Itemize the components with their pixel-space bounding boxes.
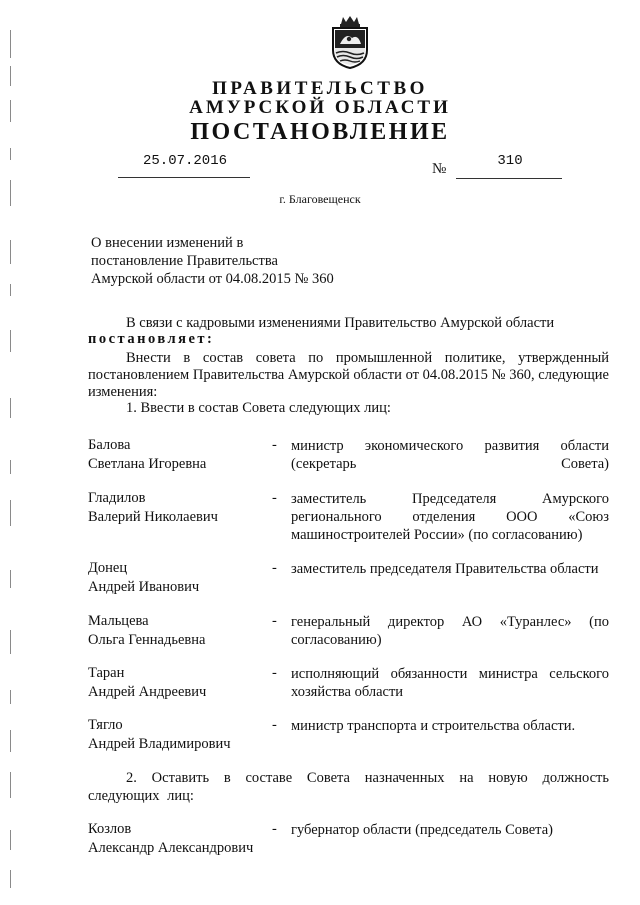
member-role: заместитель председателя Правительства области	[291, 561, 599, 577]
member-surname: Тягло	[88, 717, 123, 733]
member-dash: -	[272, 665, 277, 681]
number-underline	[456, 178, 562, 179]
member-role: министр транспорта и строительства области.	[291, 718, 576, 734]
member-given-names: Валерий Николаевич	[88, 509, 218, 525]
member-name	[88, 436, 258, 474]
member-surname: Донец	[88, 560, 128, 576]
member-role: заместитель Председателя Амурского регионального отделения ООО «Союз машиностроителей России» (по согласованию)	[291, 491, 609, 543]
member-given-names: Александр Александрович	[88, 840, 254, 856]
member-role: исполняющий обязанности министра сельского хозяйства области	[291, 666, 609, 700]
city-name: г. Благовещенск	[279, 192, 361, 206]
date-underline	[118, 177, 250, 178]
member-name	[88, 820, 258, 858]
member-given-names: Андрей Владимирович	[88, 736, 231, 752]
org-name-line2: АМУРСКОЙ ОБЛАСТИ	[189, 97, 451, 118]
subject-line: Амурской области от 04.08.2015 № 360	[91, 271, 334, 287]
scan-margin-marks	[10, 30, 16, 890]
document-number: 310	[497, 153, 523, 169]
member-surname: Таран	[88, 665, 125, 681]
member-given-names: Светлана Игоревна	[88, 456, 207, 472]
member-dash: -	[272, 613, 277, 629]
member-dash: -	[272, 490, 277, 506]
member-surname: Мальцева	[88, 613, 149, 629]
document-type-title: ПОСТАНОВЛЕНИЕ	[190, 119, 450, 145]
resolves-keyword: постановляет:	[88, 331, 215, 347]
changes-intro-paragraph: Внести в состав совета по промышленной политике, утвержденный постановлением Правительства Амурской области от 04.08.2015 № 360, следующие изменения:	[88, 350, 609, 400]
member-name	[88, 716, 258, 754]
member-name	[88, 559, 258, 597]
member-role: губернатор области (председатель Совета)	[291, 822, 553, 838]
member-role: министр экономического развития области (секретарь Совета)	[291, 438, 609, 472]
item-2-heading: 2. Оставить в составе Совета назначенных на новую должность следующих лиц:	[88, 770, 609, 804]
member-name	[88, 612, 258, 650]
member-given-names: Андрей Иванович	[88, 579, 200, 595]
item-1-heading: 1. Ввести в состав Совета следующих лиц:	[126, 400, 391, 416]
org-name-line1: ПРАВИТЕЛЬСТВО	[212, 78, 428, 99]
amur-region-coat-of-arms-icon	[328, 14, 372, 70]
member-dash: -	[272, 560, 277, 576]
member-given-names: Ольга Геннадьевна	[88, 632, 206, 648]
member-surname: Козлов	[88, 821, 132, 837]
document-subject	[91, 234, 334, 288]
member-surname: Гладилов	[88, 490, 146, 506]
number-sign: №	[432, 161, 447, 177]
subject-line: О внесении изменений в	[91, 235, 244, 251]
member-dash: -	[272, 437, 277, 453]
member-given-names: Андрей Андреевич	[88, 684, 207, 700]
document-date: 25.07.2016	[142, 153, 227, 169]
member-name	[88, 664, 258, 702]
member-dash: -	[272, 717, 277, 733]
member-surname: Балова	[88, 437, 131, 453]
preamble-paragraph: В связи с кадровыми изменениями Правительство Амурской области	[126, 315, 555, 331]
member-dash: -	[272, 821, 277, 837]
member-name	[88, 489, 258, 527]
member-role: генеральный директор АО «Туранлес» (по согласованию)	[291, 614, 609, 648]
subject-line: постановление Правительства	[91, 253, 278, 269]
